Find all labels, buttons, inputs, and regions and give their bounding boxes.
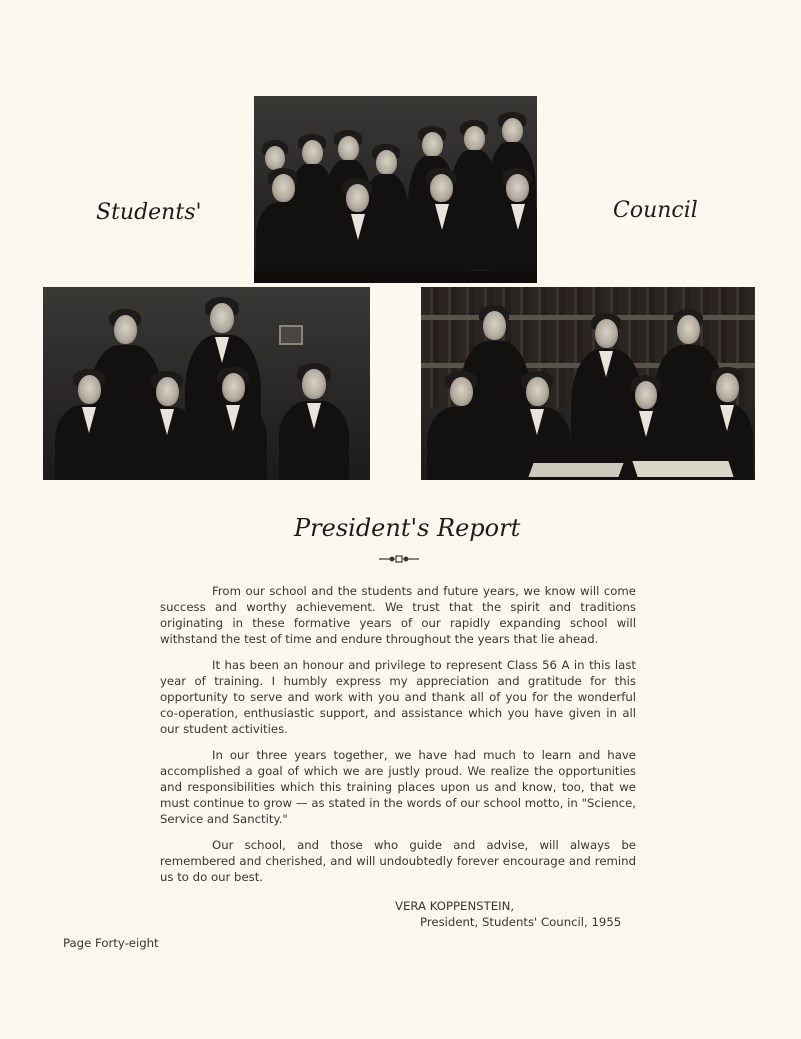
table-edge [254, 271, 537, 283]
top-group-photo [254, 96, 537, 283]
report-paragraph: From our school and the students and future years, we know will come success and worthy achievement. We trust that the spirit and traditions originating in these formative years of our rapidly expanding school will withstand the test of time and endure throughout the years that lie ahead. [160, 584, 636, 646]
signature-title: President, Students' Council, 1955 [420, 915, 622, 929]
report-paragraph: Our school, and those who guide and advise, will always be remembered and cherished, and will undoubtedly forever encourage and remind us to do our best. [160, 838, 636, 884]
bottom-left-group-photo [43, 287, 370, 480]
report-body [160, 583, 636, 895]
signature-name: VERA KOPPENSTEIN, [395, 899, 515, 913]
shelf [421, 315, 755, 320]
report-paragraph: In our three years together, we have had much to learn and have accomplished a goal of which we are justly proud. We realize the opportunities and responsibilities which this training places upon us and know, too, that we must continue to grow — as stated in the words of our school motto, in "Science, Service and Sanctity." [160, 748, 636, 826]
report-paragraph: It has been an honour and privilege to represent Class 56 A in this last year of training. I humbly express my appreciation and gratitude for this opportunity to serve and work with you and thank all of you for the wonderful co-operation, enthusiastic support, and assistance which you have given in all our student activities. [160, 658, 636, 736]
bottom-right-group-photo [421, 287, 755, 480]
council-heading: Council [613, 198, 698, 223]
report-title: President's Report [294, 514, 521, 542]
students-heading: Students' [96, 200, 202, 225]
open-book [528, 463, 623, 477]
wall-frame [279, 325, 303, 345]
page-number: Page Forty-eight [63, 936, 159, 950]
open-book [632, 461, 733, 477]
divider-ornament-icon [377, 553, 421, 565]
